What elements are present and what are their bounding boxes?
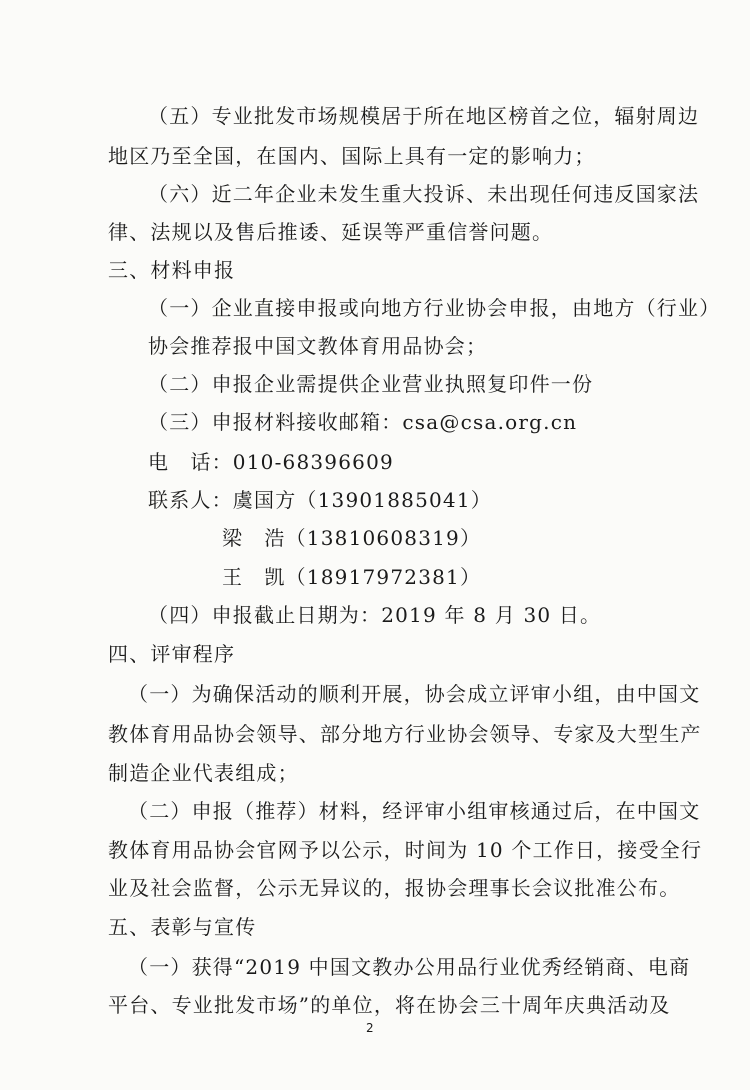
text-line-3: （六）近二年企业未发生重大投诉、未出现任何违反国家法	[148, 182, 700, 206]
text-line-6: （一）企业直接申报或向地方行业协会申报，由地方（行业）	[148, 296, 721, 320]
page-number: 2	[366, 1021, 374, 1035]
text-line-17: 教体育用品协会领导、部分地方行业协会领导、专家及大型生产	[108, 722, 702, 746]
text-line-8: （二）申报企业需提供企业营业执照复印件一份	[148, 372, 594, 396]
text-line-7: 协会推荐报中国文教体育用品协会；	[148, 334, 488, 358]
text-line-deadline: （四）申报截止日期为：2019 年 8 月 30 日。	[148, 603, 602, 627]
section-heading-materials: 三、材料申报	[108, 258, 236, 282]
text-line-18: 制造企业代表组成；	[108, 761, 299, 785]
text-line-20: 教体育用品协会官网予以公示，时间为 10 个工作日，接受全行	[108, 838, 703, 862]
text-line-email: （三）申报材料接收邮箱：csa@csa.org.cn	[148, 410, 578, 434]
text-line-21: 业及社会监督，公示无异议的，报协会理事长会议批准公布。	[108, 876, 681, 900]
text-line-2: 地区乃至全国，在国内、国际上具有一定的影响力；	[108, 144, 596, 168]
section-heading-review: 四、评审程序	[108, 642, 236, 666]
text-line-23: （一）获得“2019 中国文教办公用品行业优秀经销商、电商	[128, 955, 691, 979]
section-heading-awards: 五、表彰与宣传	[108, 915, 257, 939]
text-line-1: （五）专业批发市场规模居于所在地区榜首之位，辐射周边	[148, 104, 700, 128]
contact-line-2: 梁 浩（13810608319）	[222, 526, 482, 550]
contact-line-1: 联系人：虞国方（13901885041）	[148, 488, 492, 512]
text-line-24: 平台、专业批发市场”的单位，将在协会三十周年庆典活动及	[108, 993, 671, 1017]
contact-line-3: 王 凯（18917972381）	[222, 565, 482, 589]
text-line-phone: 电 话：010-68396609	[148, 450, 394, 474]
text-line-4: 律、法规以及售后推诿、延误等严重信誉问题。	[108, 220, 554, 244]
text-line-16: （一）为确保活动的顺利开展，协会成立评审小组，由中国文	[128, 682, 701, 706]
text-line-19: （二）申报（推荐）材料，经评审小组审核通过后，在中国文	[128, 799, 701, 823]
